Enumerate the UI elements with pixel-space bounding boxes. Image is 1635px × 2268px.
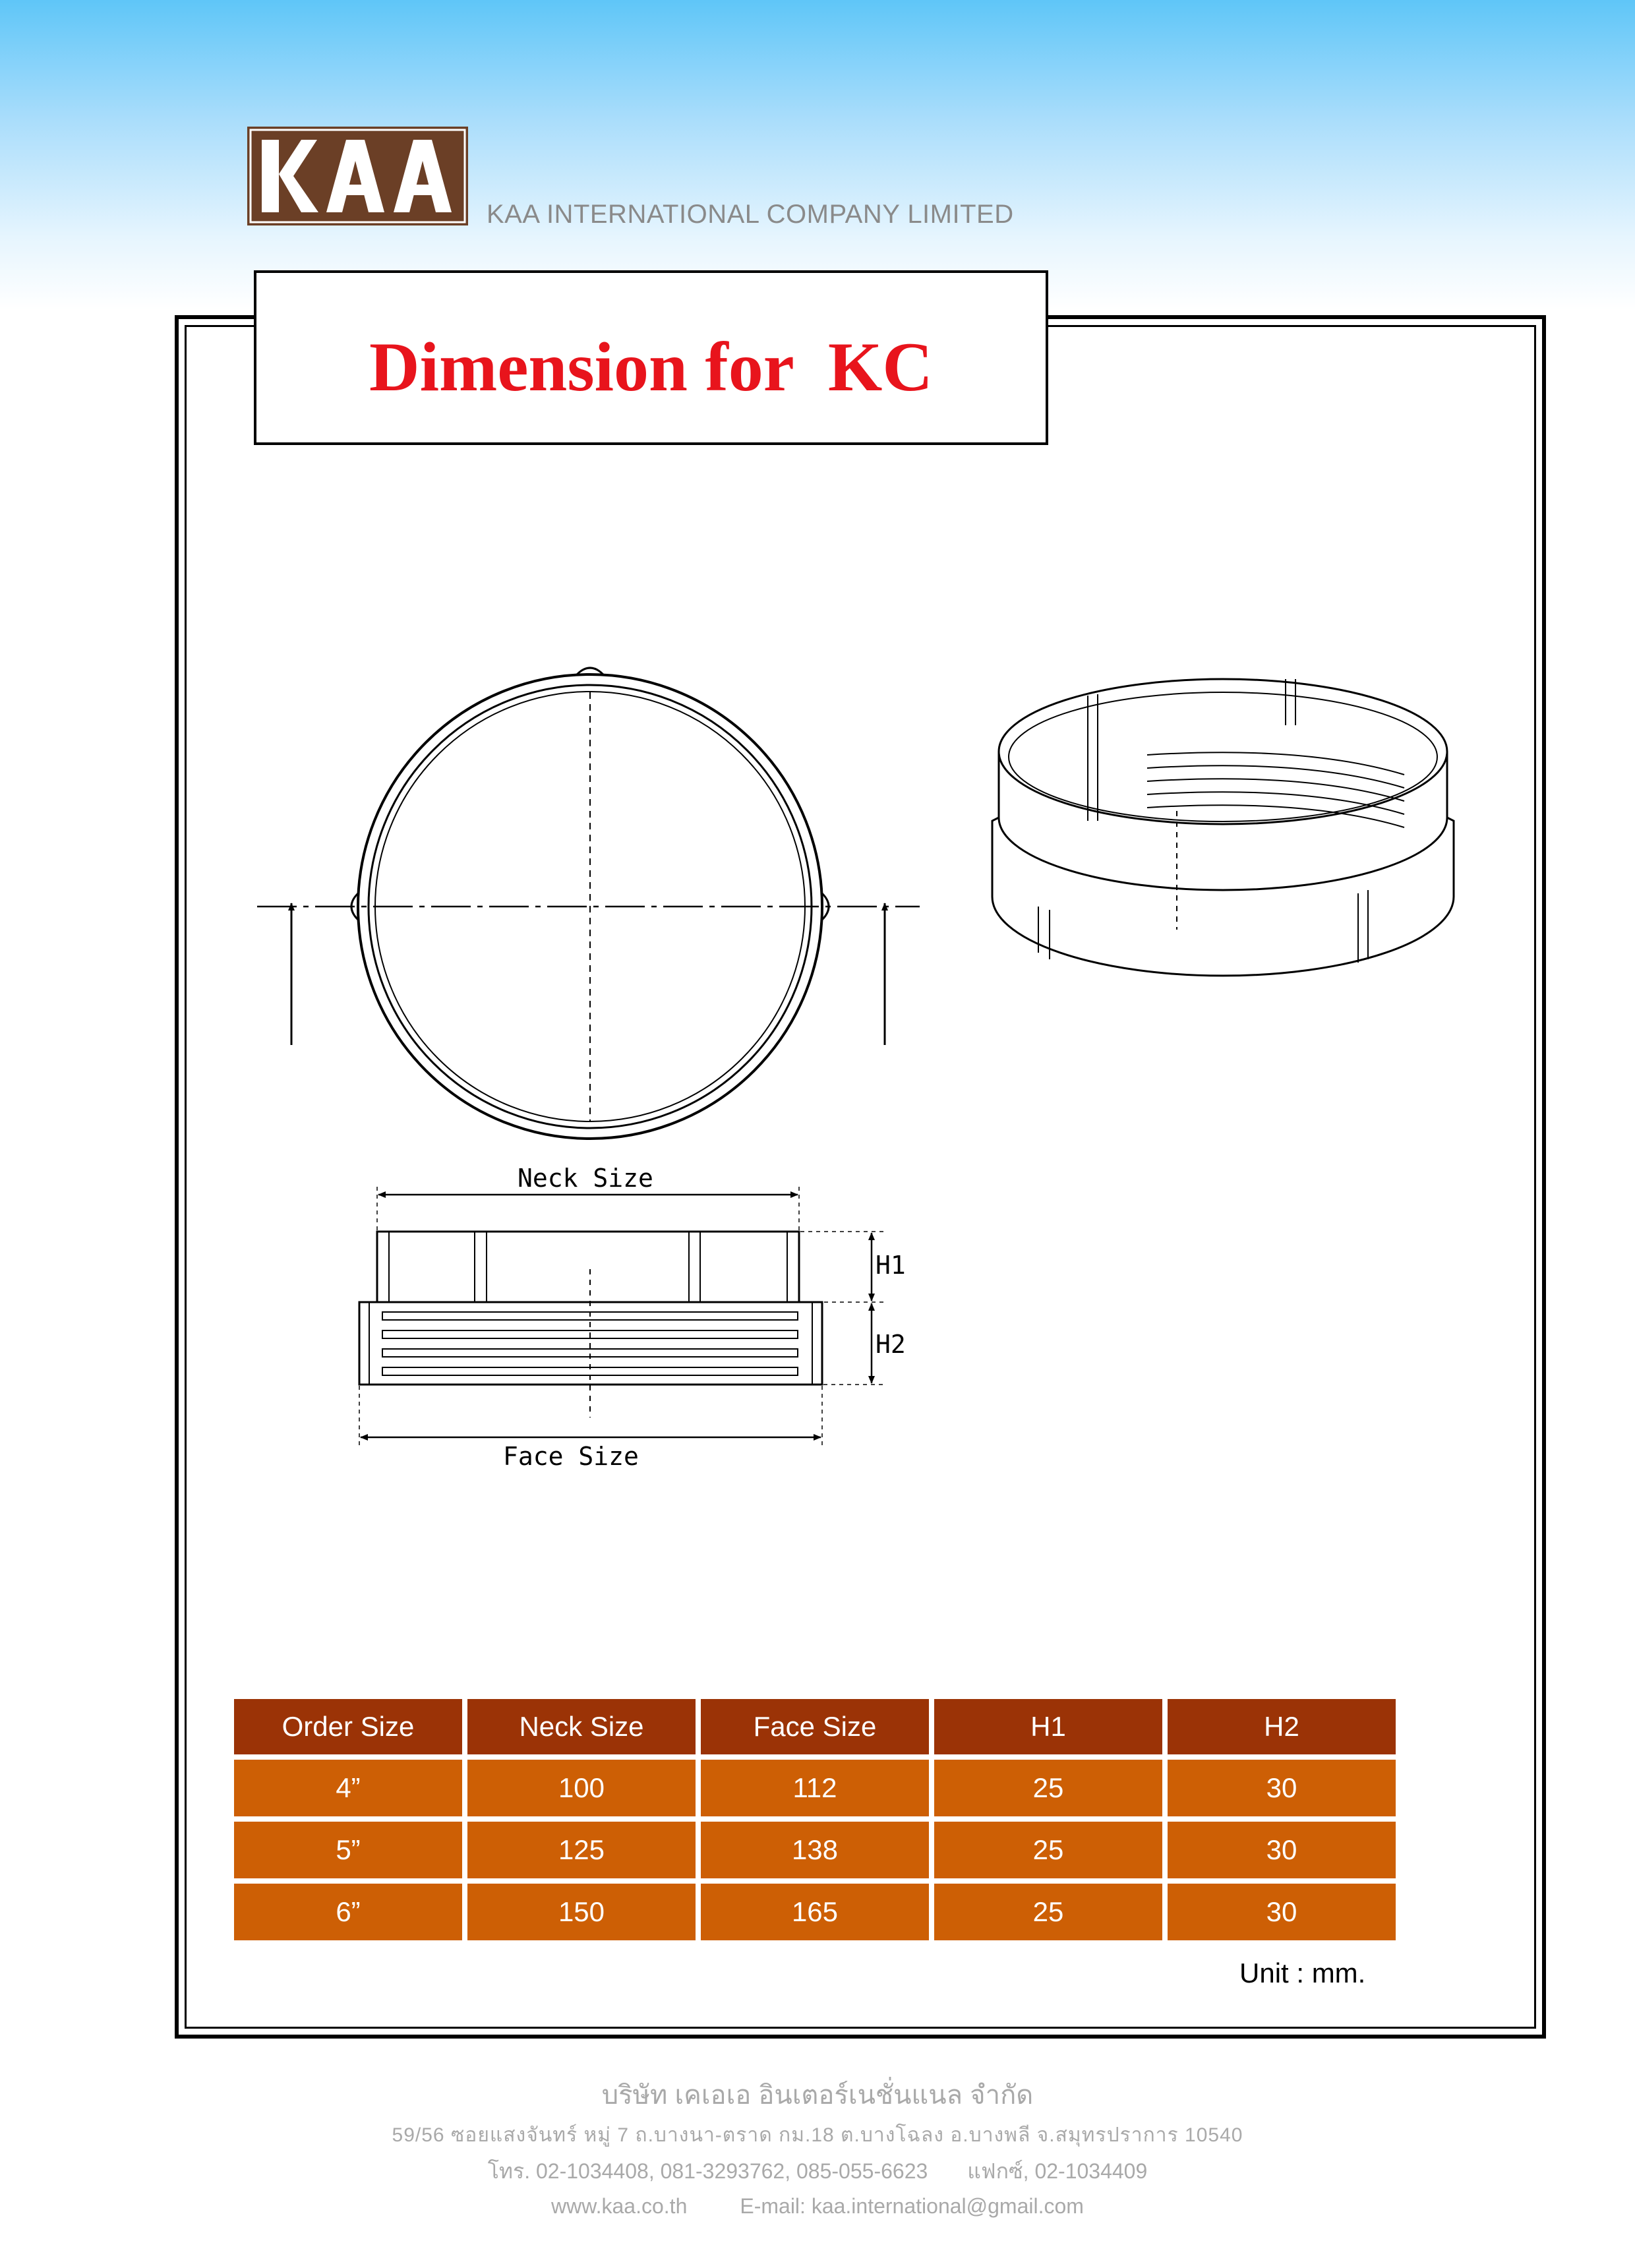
footer-fax: แฟกซ์, 02-1034409 — [967, 2159, 1148, 2183]
table-cell: 25 — [934, 1822, 1162, 1878]
table-cell: 5” — [234, 1822, 462, 1878]
table-cell: 165 — [701, 1884, 929, 1940]
col-h2: H2 — [1168, 1699, 1396, 1754]
h1-label: H1 — [876, 1251, 906, 1280]
footer-phone: โทร. 02-1034408, 081-3293762, 085-055-6623 — [487, 2159, 928, 2183]
page-title: Dimension for KC — [369, 328, 933, 405]
table-cell: 25 — [934, 1884, 1162, 1940]
col-h1: H1 — [934, 1699, 1162, 1754]
table-cell: 30 — [1168, 1884, 1396, 1940]
isometric-view-drawing — [992, 679, 1454, 976]
table-cell: 25 — [934, 1760, 1162, 1816]
side-view-drawing — [359, 1187, 883, 1447]
neck-size-label: Neck Size — [518, 1164, 653, 1193]
footer-contact — [0, 2155, 1635, 2188]
table-cell: 150 — [467, 1884, 696, 1940]
unit-label: Unit : mm. — [1239, 1957, 1366, 1988]
table-cell: 125 — [467, 1822, 696, 1878]
footer-web — [0, 2194, 1635, 2219]
footer-email[interactable]: E-mail: kaa.international@gmail.com — [740, 2194, 1084, 2218]
table-row — [234, 1884, 1396, 1940]
footer-address: 59/56 ซอยแสงจันทร์ หมู่ 7 ถ.บางนา-ตราด กม.18 ต.บางโฉลง อ.บางพลี จ.สมุทรปราการ 10540 — [392, 2124, 1243, 2146]
table-row — [234, 1822, 1396, 1878]
col-order-size: Order Size — [234, 1699, 462, 1754]
col-neck-size: Neck Size — [467, 1699, 696, 1754]
table-cell: 30 — [1168, 1760, 1396, 1816]
table-cell: 100 — [467, 1760, 696, 1816]
table-cell: 6” — [234, 1884, 462, 1940]
table-cell: 138 — [701, 1822, 929, 1878]
footer-website[interactable]: www.kaa.co.th — [551, 2194, 688, 2218]
footer-company-thai: บริษัท เคเอเอ อินเตอร์เนชั่นแนล จำกัด — [601, 2081, 1034, 2110]
table-row — [234, 1760, 1396, 1816]
table-cell: 112 — [701, 1760, 929, 1816]
table-header-row — [234, 1699, 1396, 1754]
face-size-label: Face Size — [503, 1442, 639, 1471]
h2-label: H2 — [876, 1330, 906, 1359]
company-name: KAA INTERNATIONAL COMPANY LIMITED — [487, 200, 1014, 229]
top-view-drawing — [257, 668, 920, 1139]
dimension-table — [229, 1694, 1401, 1946]
table-cell: 30 — [1168, 1822, 1396, 1878]
col-face-size: Face Size — [701, 1699, 929, 1754]
table-cell: 4” — [234, 1760, 462, 1816]
